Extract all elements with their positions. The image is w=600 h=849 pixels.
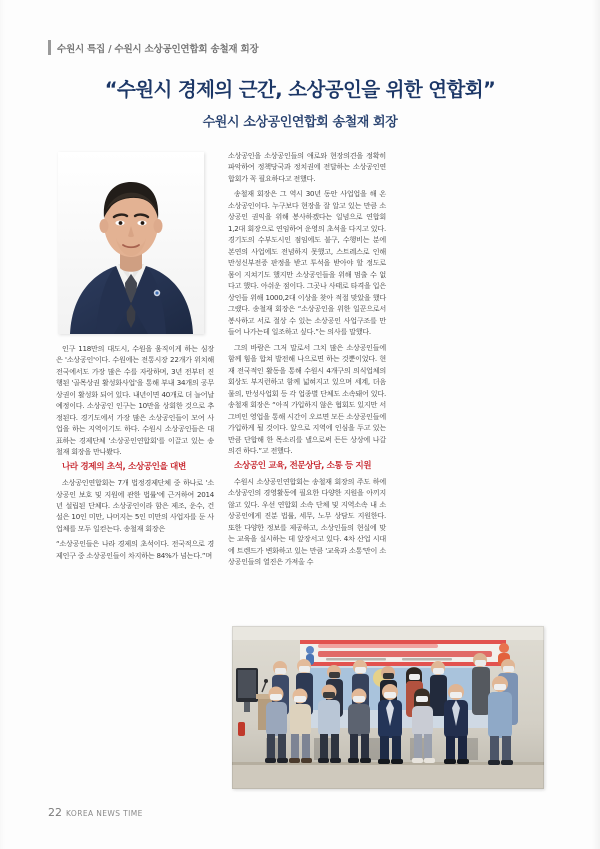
paragraph: 소상공인을 소상공인들의 애로와 현장의견을 정확히 파악하여 정책당국과 정치권에 전달하는 소상공인연합회가 꼭 필요하다고 전했다. bbox=[228, 151, 386, 183]
section-heading-right: 소상공인 교육, 전문상담, 소통 등 지원 bbox=[234, 460, 372, 471]
running-header bbox=[48, 40, 258, 55]
page-subtitle: 수원시 소상공인연합회 송철재 회장 bbox=[202, 115, 398, 131]
paragraph: 수원시 소상공인연합회는 송철재 회장의 주도 하에 소상공인의 경영활동에 필요한 다양한 지원을 아끼지 않고 있다. 우선 연합회 소속 단체 및 지역소속 내 소상공인에게 진분 법률, 세무, 노무 상담도 지원한다. 또한 다양한 정보를 제공하고, 소상인들의 현실에 맞는 교육을 실시하는 데 앞장서고 있다. 4차 산업 시대에 트렌드가 변화하고 있는 만큼 '교육과 소통'만이 소상공인들의 열진은 가져올 수 bbox=[228, 476, 386, 567]
paragraph: “소상공인들은 나라 경제의 초석이다. 전국적으로 경제인구 중 소상공인들이 차지하는 84%가 넘는다.”며 bbox=[56, 539, 214, 560]
folio-number: 22 bbox=[48, 806, 62, 819]
page-title: “수원시 경제의 근간, 소상공인을 위한 연합회” bbox=[104, 78, 496, 101]
running-header-text: 수원시 특집 / 수원시 소상공인연합회 송철재 회장 bbox=[57, 43, 259, 55]
paragraph: 그의 바람은 그저 말로서 그치 많은 소상공인들에 함께 힘을 합쳐 발전해 나으로면 하는 것뿐이었다. 현재 전국적인 활동을 통해 수원시 4개구의 의식업체의 회상도 부지런하고 함께 넓혀지고 있으며 세계, 더음물의, 만성사업회 등 각 업종별 단체도 소속돼어 있다. 송철재 회장은 “아직 가입하지 않은 협회도 있지만 서그비인 영업을 통해 시간이 오르면 모든 소상공인들에 가입하게 될 것이다. 앞으로 지역에 인심을 두고 있는 만큼 단합해 한 목소리를 낼으로써 든든 상상에 나갈 의견 하다.”고 전했다. bbox=[228, 342, 386, 456]
paragraph: 송철재 회장은 그 역시 30년 동안 사업업을 해 온 소상공인이다. 누구보다 현장을 잘 알고 있는 만큼 소상공인 권익을 위해 봉사하겠다는 일념으로 연합회 1,2대 회장으로 연임하여 운영의 초석을 다지고 있다. 경기도의 수부도시인 점임에도 불구, 수행비는 분에 본연의 사업에도 전념하지 못했고, 스트레스로 인해 만성신부전증 판정을 받고 투석을 받아야 할 정도로 몸이 지쳐기도 했지만 소상공인들을 위해 멈출 수 없다고 했다. 아쉬운 점이다. 그곳나 사태로 타격을 입은 상인들 위해 1000,2대 이상을 찾아 적절 맞았을 했다 그랬다. 송철재 회장은 “소상공인을 위한 일꾼으로서 봉사하고 서로 절상 수 있는 소상공인 사업구조를 만들어 나가는데 일조하고 싶다.”는 의사를 말했다. bbox=[228, 189, 386, 337]
paragraph: 소상공인연합회는 7개 법정경제단체 중 하나로 '소상공인 보호 및 지원에 관한 법률'에 근거하여 2014년 설립된 단체다. 소상공인이라 함은 제조, 운수, 건설은 10인 미만, 나머지는 5인 미만의 사업자를 둔 사업체를 모두 일컫는다. 송철재 회장은 bbox=[56, 478, 214, 533]
group-photo-illustration bbox=[232, 626, 544, 789]
column-left bbox=[56, 343, 214, 565]
portrait-photo bbox=[58, 152, 204, 334]
paragraph: 인구 118만의 대도시, 수원을 움직이게 하는 심장은 '소상공인'이다. 수원에는 전통시장 22개가 위치해 전국에서도 가장 많은 수를 자랑하며, 3년 전부터 진행된 '골목상권 활성화사업'을 통해 부내 34개의 공무상권이 활성화 되어 있다. 내년이면 40개로 더 늘어날 예정이다. 소상공인 인구는 10만을 상회한 것으로 추정된다. 경기도에서 가장 많은 소상공인들이 모여 사업을 하는 지역이기도 하다. 수원시 소상공인들은 대표하는 경제단체 '소상공인연합회'를 이끌고 있는 송철재 회장을 만나봤다. bbox=[56, 344, 214, 457]
portrait-illustration bbox=[58, 152, 204, 334]
title-block bbox=[0, 78, 600, 130]
group-photo bbox=[232, 626, 544, 789]
section-heading-left: 나라 경제의 초석, 소상공인을 대변 bbox=[62, 461, 186, 472]
page-footer bbox=[48, 806, 143, 819]
column-right bbox=[228, 150, 386, 572]
publication-name: KOREA NEWS TIME bbox=[66, 809, 143, 818]
running-header-rule bbox=[48, 40, 51, 55]
